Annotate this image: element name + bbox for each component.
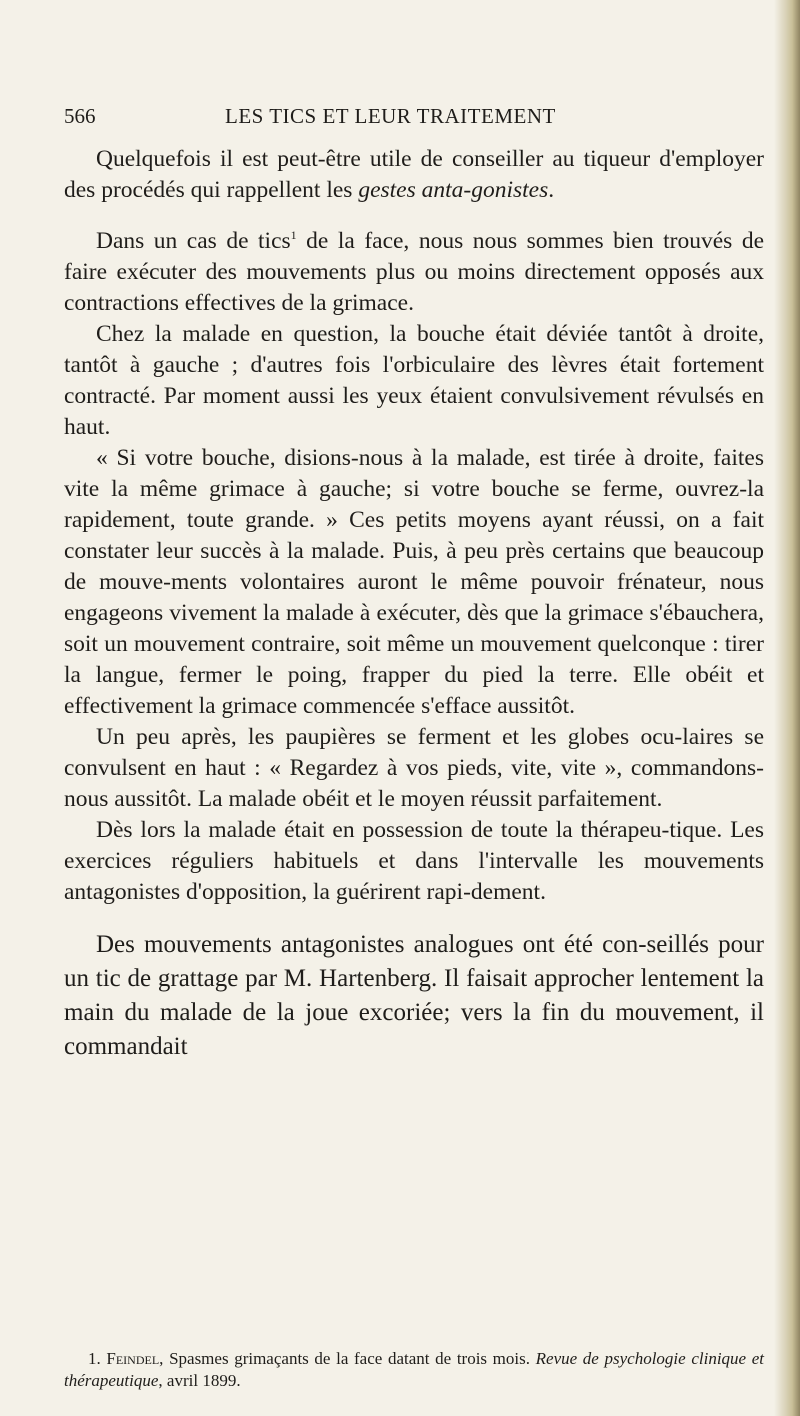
paragraph-2 — [64, 226, 764, 319]
page-edge-shadow — [774, 0, 800, 1416]
paragraph-1-end: . — [548, 177, 555, 203]
page-number: 566 — [64, 104, 96, 128]
running-header — [64, 104, 736, 134]
paragraph-3: Chez la malade en question, la bouche était déviée tantôt à droite, tantôt à gauche ; d'autres fois l'orbiculaire des lèvres était fortement contracté. Par moment aussi les yeux étaient convulsivement révulsés en haut. — [64, 321, 764, 440]
footnote-number: 1. — [88, 1349, 101, 1368]
paragraph-1 — [64, 144, 764, 206]
footnote-mark: 1 — [290, 228, 297, 243]
footnotes — [64, 1348, 764, 1392]
paragraph-1-text: Quelquefois il est peut-être utile de conseiller au tiqueur d'employer des procédés qui rappellent les — [64, 146, 764, 203]
paragraph-2-before: Dans un cas de tics — [96, 228, 291, 254]
footnote-date: , avril 1899. — [158, 1371, 241, 1390]
running-title: LES TICS ET LEUR TRAITEMENT — [225, 104, 556, 128]
footnote-text: , Spasmes grimaçants de la face datant de trois mois. — [159, 1349, 536, 1368]
footnote-author: Feindel — [106, 1349, 160, 1368]
paragraph-7: Des mouvements antagonistes analogues ont été con-seillés pour un tic de grattage par M. Hartenberg. Il faisait approcher lentement la main du malade de la joue excoriée; vers la fin du mouvement, il commandait — [64, 931, 764, 1060]
footnote-journal: Revue de psychologie clinique et thérapeutique — [64, 1349, 764, 1390]
paragraph-5: Un peu après, les paupières se ferment et les globes ocu-laires se convulsent en haut : « Regardez à vos pieds, vite, vite », commandons-nous aussitôt. La malade obéit et le moyen réussit parfaitement. — [64, 724, 764, 812]
paragraph-1-italic: gestes anta-gonistes — [358, 177, 549, 203]
paragraph-2-after: de la face, nous nous sommes bien trouvés de faire exécuter des mouvements plus ou moins directement opposés aux contractions effectives de la grimace. — [64, 228, 764, 316]
footnote-1 — [64, 1348, 764, 1392]
paragraph-6: Dès lors la malade était en possession de toute la thérapeu-tique. Les exercices réguliers habituels et dans l'intervalle les mouvements antagonistes d'opposition, la guérirent rapi-dement. — [64, 817, 764, 905]
page-body — [64, 144, 764, 1064]
paragraph-4: « Si votre bouche, disions-nous à la malade, est tirée à droite, faites vite la même grimace à gauche; si votre bouche se ferme, ouvrez-la rapidement, toute grande. » Ces petits moyens ayant réussi, on a fait constater leur succès à la malade. Puis, à peu près certains que beaucoup de mouve-ments volontaires auront le même pouvoir frénateur, nous engageons vivement la malade à exécuter, dès que la grimace s'ébauchera, soit un mouvement contraire, soit même un mouvement quelconque : tirer la langue, fermer le poing, frapper du pied la terre. Elle obéit et effectivement la grimace commencée s'efface aussitôt. — [64, 445, 764, 719]
